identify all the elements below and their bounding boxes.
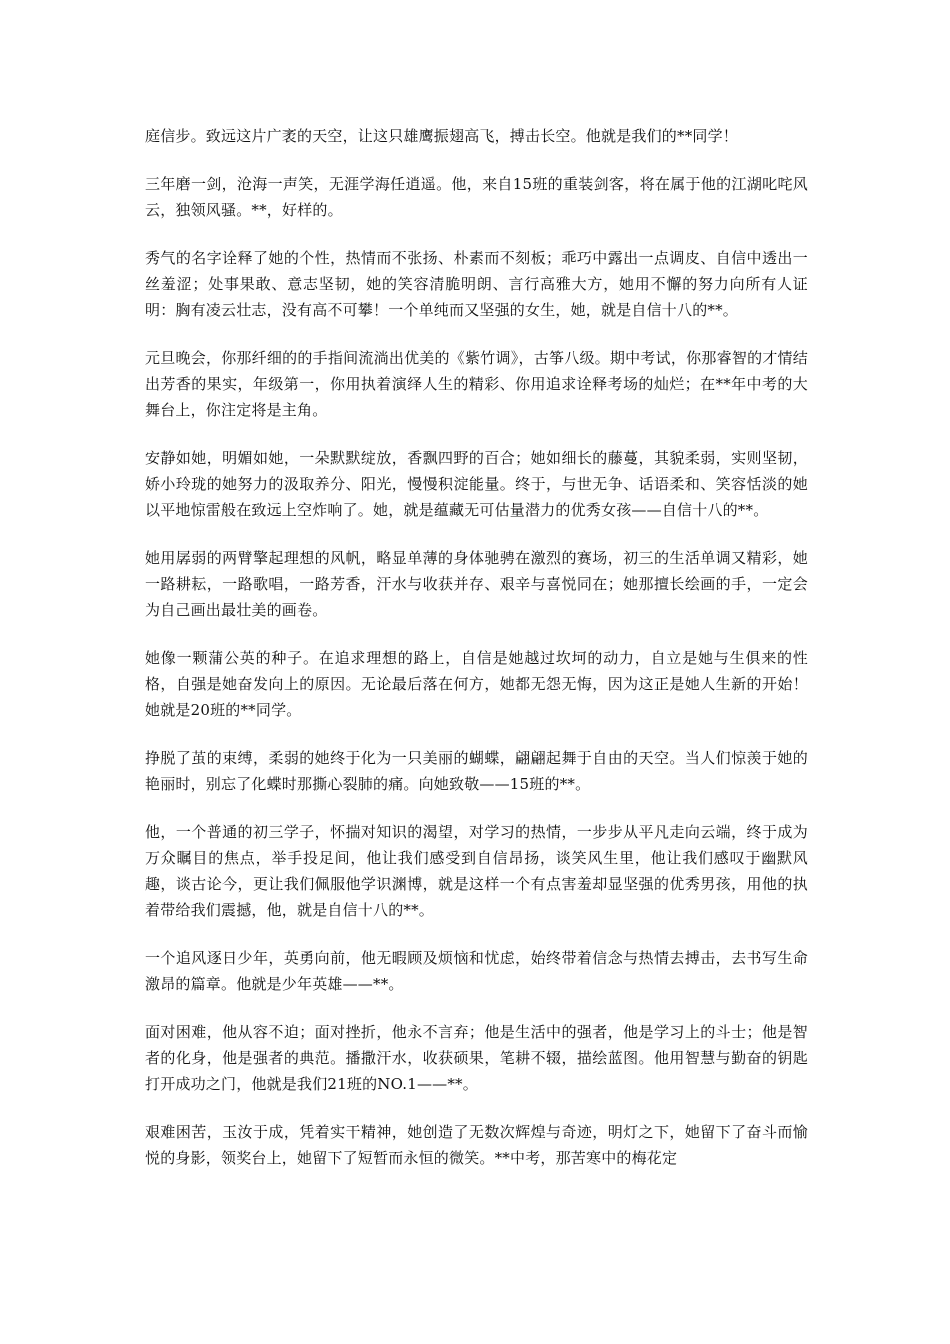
paragraph-2: 三年磨一剑，沧海一声笑，无涯学海任逍遥。他，来自15班的重装剑客，将在属于他的江湖叱咤风云，独领风骚。**，好样的。 bbox=[145, 175, 808, 219]
paragraph-4: 元旦晚会，你那纤细的的手指间流淌出优美的《紫竹调》，古筝八级。期中考试，你那睿智的才情结出芳香的果实，年级第一，你用执着演绎人生的精彩、你用追求诠释考场的灿烂；在**年中考的大舞台上，你注定将是主角。 bbox=[145, 349, 808, 419]
paragraph-1: 庭信步。致远这片广袤的天空，让这只雄鹰振翅高飞，搏击长空。他就是我们的**同学！ bbox=[145, 127, 739, 145]
paragraph-8: 挣脱了茧的束缚，柔弱的她终于化为一只美丽的蝴蝶，翩翩起舞于自由的天空。当人们惊羡于她的艳丽时，别忘了化蝶时那撕心裂肺的痛。向她致敬——15班的**。 bbox=[145, 749, 808, 793]
paragraph-3: 秀气的名字诠释了她的个性，热情而不张扬、朴素而不刻板；乖巧中露出一点调皮、自信中透出一丝羞涩；处事果敢、意志坚韧，她的笑容清脆明朗、言行高雅大方，她用不懈的努力向所有人证明：胸有凌云壮志，没有高不可攀！一个单纯而又坚强的女生，她，就是自信十八的**。 bbox=[145, 249, 808, 319]
paragraph-10: 一个追风逐日少年，英勇向前，他无暇顾及烦恼和忧虑，始终带着信念与热情去搏击，去书写生命激昂的篇章。他就是少年英雄——**。 bbox=[145, 949, 808, 993]
paragraph-7: 她像一颗蒲公英的种子。在追求理想的路上，自信是她越过坎坷的动力，自立是她与生俱来的性格，自强是她奋发向上的原因。无论最后落在何方，她都无怨无悔，因为这正是她人生新的开始！她就是20班的**同学。 bbox=[145, 649, 808, 719]
paragraph-9: 他，一个普通的初三学子，怀揣对知识的渴望，对学习的热情，一步步从平凡走向云端，终于成为万众瞩目的焦点，举手投足间，他让我们感受到自信昂扬，谈笑风生里，他让我们感叹于幽默风趣，谈古论今，更让我们佩服他学识渊博，就是这样一个有点害羞却显坚强的优秀男孩，用他的执着带给我们震撼，他，就是自信十八的**。 bbox=[145, 823, 808, 919]
paragraph-11: 面对困难，他从容不迫；面对挫折，他永不言弃；他是生活中的强者，他是学习上的斗士；他是智者的化身，他是强者的典范。播撒汗水，收获硕果，笔耕不辍，描绘蓝图。他用智慧与勤奋的钥匙打开成功之门，他就是我们21班的NO.1——**。 bbox=[145, 1023, 808, 1093]
paragraph-12: 艰难困苦，玉汝于成，凭着实干精神，她创造了无数次辉煌与奇迹，明灯之下，她留下了奋斗而愉悦的身影，领奖台上，她留下了短暂而永恒的微笑。**中考，那苦寒中的梅花定 bbox=[145, 1123, 808, 1167]
paragraph-6: 她用孱弱的两臂擎起理想的风帆，略显单薄的身体驰骋在激烈的赛场，初三的生活单调又精彩，她一路耕耘，一路歌唱，一路芳香，汗水与收获并存、艰辛与喜悦同在；她那擅长绘画的手，一定会为自己画出最壮美的画卷。 bbox=[145, 549, 808, 619]
document-body bbox=[145, 123, 808, 1193]
paragraph-5: 安静如她，明媚如她，一朵默默绽放，香飘四野的百合；她如细长的藤蔓，其貌柔弱，实则坚韧，娇小玲珑的她努力的汲取养分、阳光，慢慢积淀能量。终于，与世无争、话语柔和、笑容恬淡的她以平地惊雷般在致远上空炸响了。她，就是蕴藏无可估量潜力的优秀女孩——自信十八的**。 bbox=[145, 449, 808, 519]
